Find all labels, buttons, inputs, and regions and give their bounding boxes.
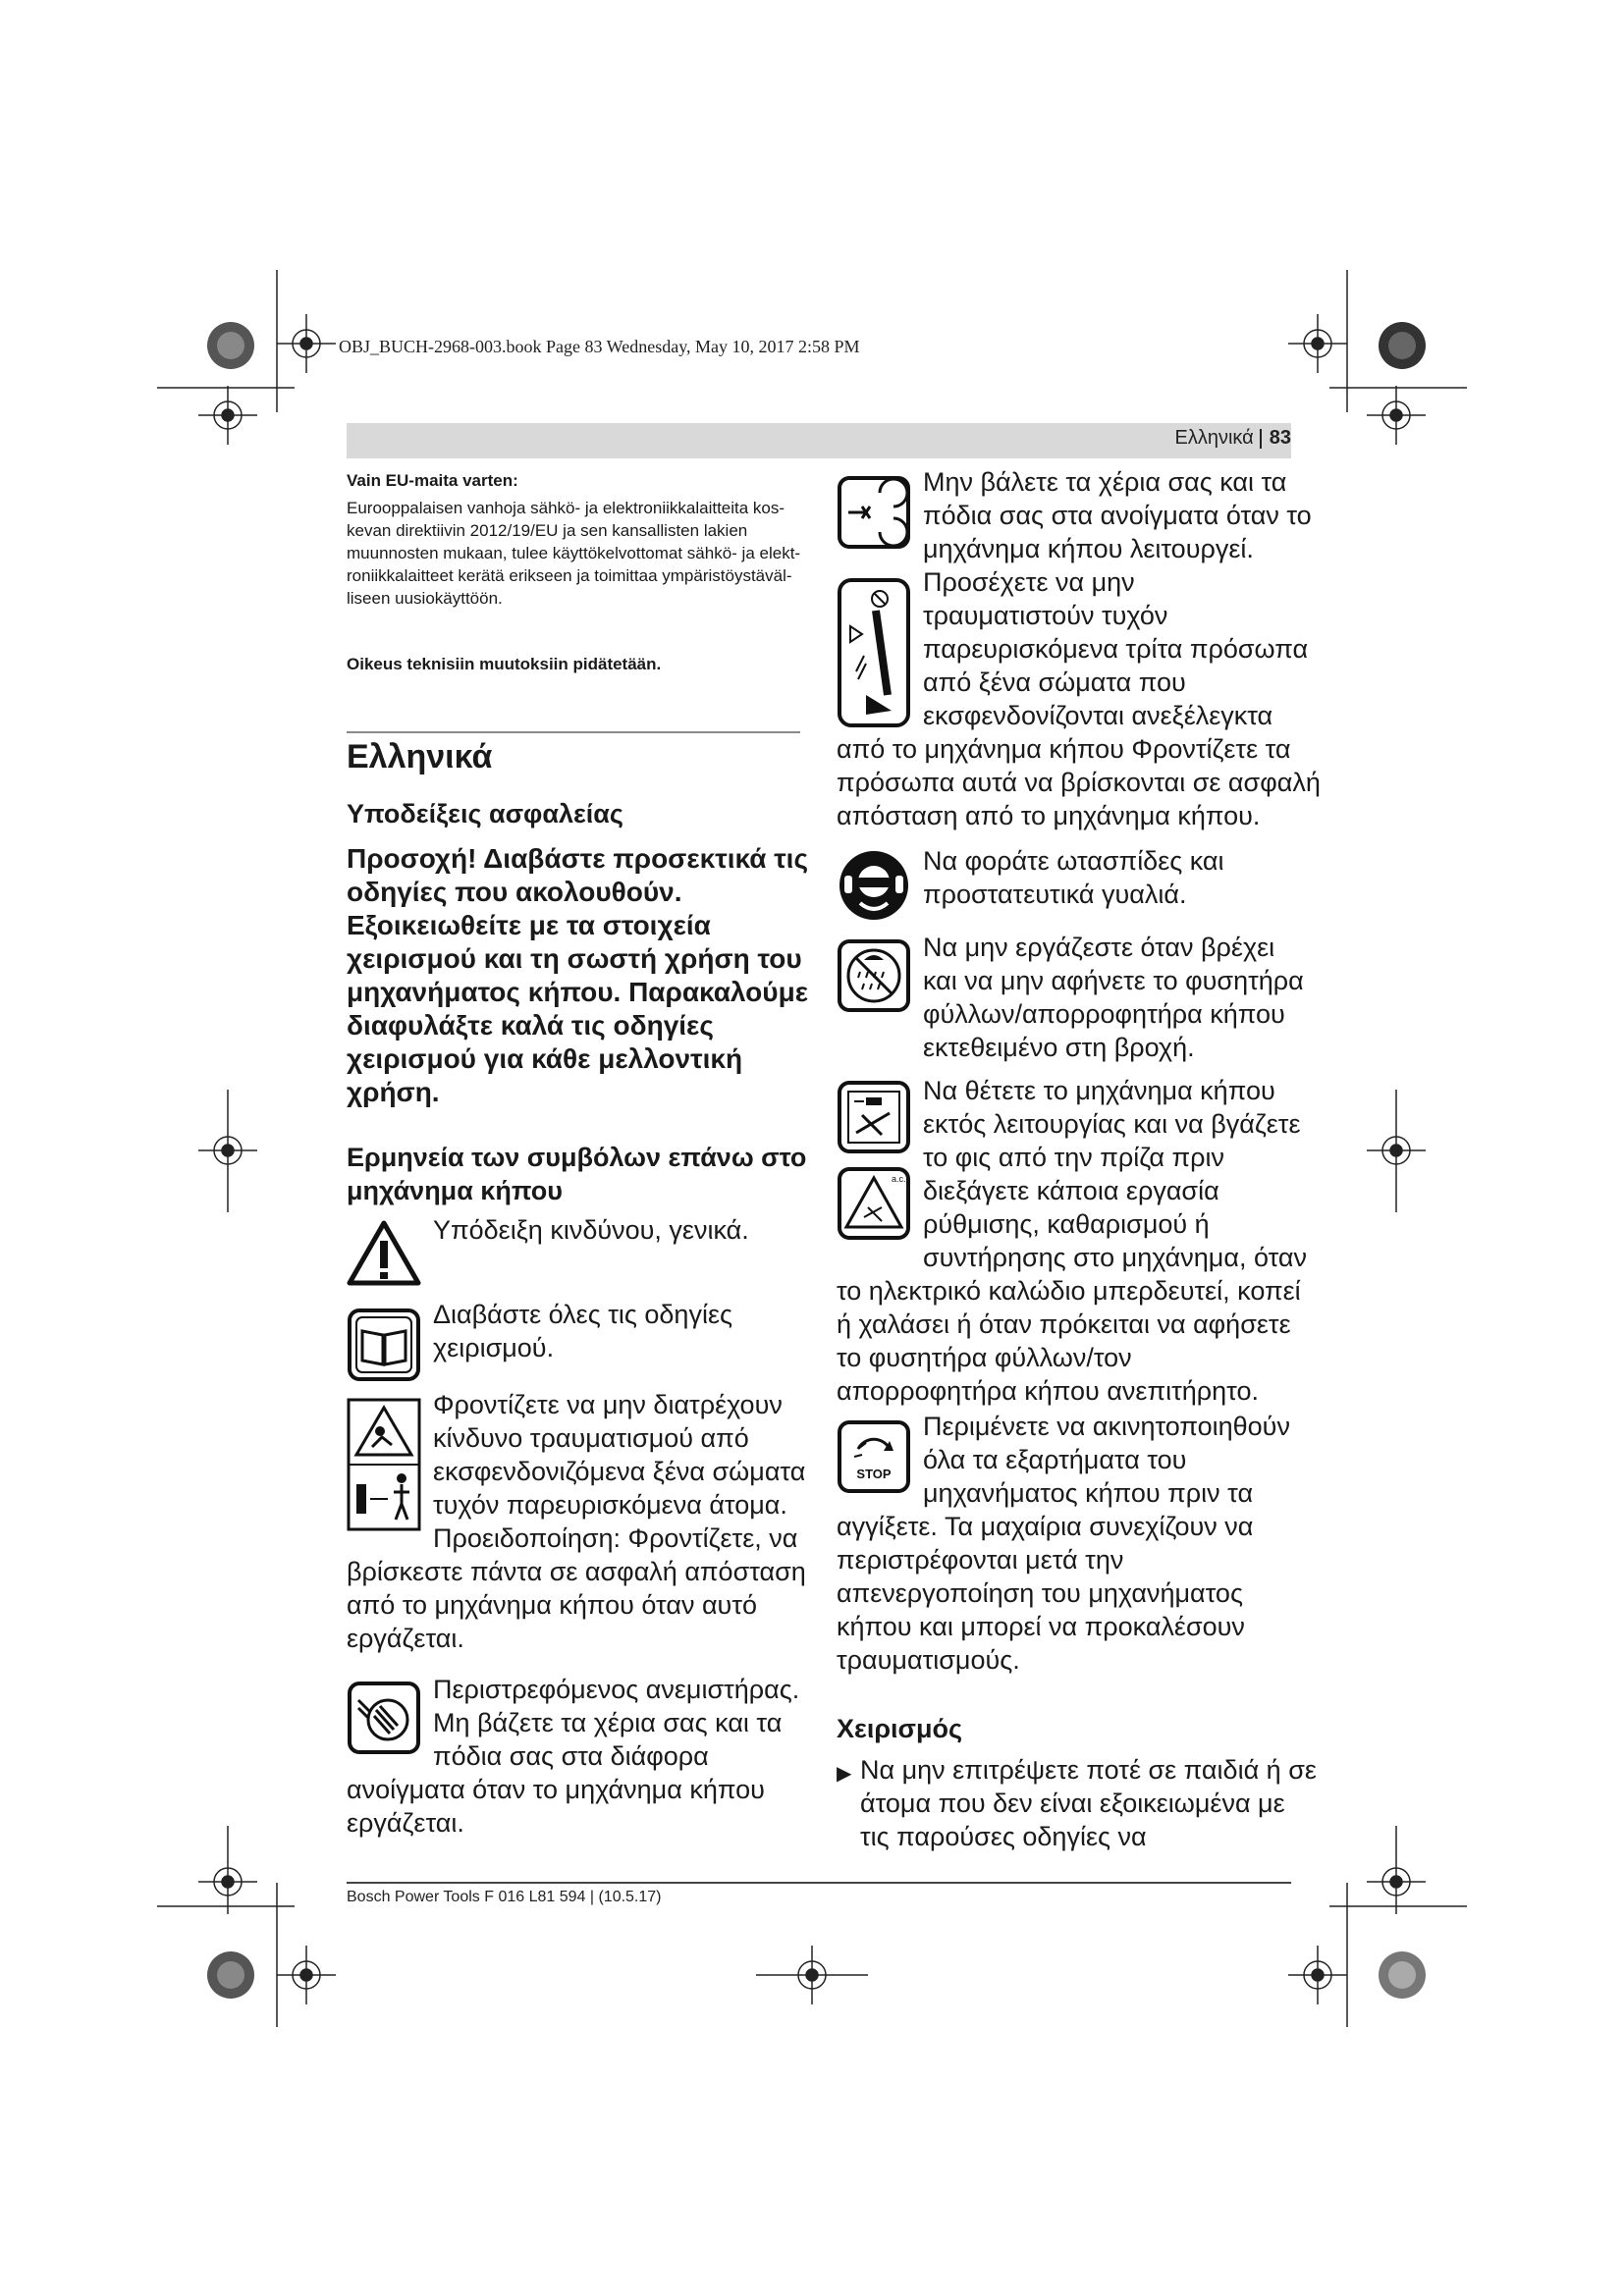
symbols-title: Ερμηνεία των συμβόλων επάνω στο μηχάνημα κήπου [347, 1143, 807, 1205]
section-rule [347, 731, 800, 733]
symbol-thrown-text-cont: από το μηχάνημα κήπου Φροντίζετε τα πρόσωπα αυτά να βρίσκονται σε ασφαλή απόσταση από το μηχάνημα κήπου. [837, 734, 1321, 830]
warning-triangle-icon [347, 1219, 421, 1286]
keep-hands-away-icon [837, 475, 911, 550]
safety-title: Υποδείξεις ασφαλείας [347, 799, 623, 828]
bystander-distance-icon [347, 1398, 421, 1531]
book-info-line: OBJ_BUCH-2968-003.book Page 83 Wednesday, May 10, 2017 2:58 PM [339, 337, 860, 356]
page-number: 83 [1269, 427, 1291, 449]
symbol-stop-text: Περιμένετε να ακινητοποιηθούν όλα τα εξαρτήματα του μηχανήματος κήπου πριν τα [923, 1412, 1290, 1508]
operation-title: Χειρισμός [837, 1714, 963, 1743]
header-section: Ελληνικά [1174, 427, 1254, 449]
ac-label: a.c. [892, 1174, 906, 1184]
stop-label: STOP [856, 1467, 892, 1481]
bullet-arrow-icon: ▶ [837, 1763, 852, 1785]
warning-line: χρήση. [347, 1077, 440, 1107]
eu-line: kevan direktiivin 2012/19/EU ja sen kansallisten lakien [347, 521, 748, 540]
warning-line: Προσοχή! Διαβάστε προσεκτικά τις [347, 843, 809, 874]
header-bar [347, 423, 1291, 458]
warning-line: μηχανήματος κήπου. Παρακαλούμε [347, 977, 808, 1007]
rotating-fan-icon [347, 1681, 421, 1755]
no-rain-icon [837, 938, 911, 1013]
warning-line: χειρισμού και τη σωστή χρήση του [347, 943, 802, 974]
symbol-thrown-text: Προσέχετε να μην τραυματιστούν τυχόν παρευρισκόμενα τρίτα πρόσωπα από ξένα σώματα που εκσφενδονίζονται ανεξέλεγκτα [923, 567, 1309, 730]
symbol-fan-text: Περιστρεφόμενος ανεμιστήρας. Μη βάζετε τα χέρια σας και τα πόδια σας στα διάφορα [433, 1675, 800, 1771]
thrown-objects-icon [837, 577, 911, 728]
ear-eye-protection-icon [837, 848, 911, 923]
symbol-stop-text-cont: αγγίξετε. Τα μαχαίρια συνεχίζουν να περιστρέφονται μετά την απενεργοποίηση του μηχανήματος κήπου και μπορεί να προκαλέσουν τραυματισμούς. [837, 1512, 1254, 1675]
ac-maintenance-icon [837, 1166, 911, 1241]
eu-line: Eurooppalaisen vanhoja sähkö- ja elektroniikkalaitteita kos- [347, 499, 785, 517]
unplug-before-maintenance-icon [837, 1080, 911, 1154]
read-manual-icon [347, 1308, 421, 1382]
header-divider [1260, 429, 1262, 449]
eu-line: muunnosten mukaan, tulee käyttökelvottomat sähkö- ja elekt- [347, 544, 801, 562]
eu-line: liseen uusiokäyttöön. [347, 589, 503, 608]
running-header [1175, 427, 1291, 450]
symbol-fan-text-cont: ανοίγματα όταν το μηχάνημα κήπου εργάζεται. [347, 1775, 765, 1838]
warning-line: οδηγίες που ακολουθούν. [347, 877, 682, 907]
eu-title: Vain EU-maita varten: [347, 471, 518, 490]
eu-text [347, 497, 800, 610]
rights-note: Oikeus teknisiin muutoksiin pidätetään. [347, 655, 662, 673]
safety-warning [347, 842, 808, 1109]
symbol-danger-text: Υπόδειξη κινδύνου, γενικά. [433, 1215, 749, 1245]
symbol-unplug-text-cont: το ηλεκτρικό καλώδιο μπερδευτεί, κοπεί ή χαλάσει ή όταν πρόκειται να αφήσετε το φυσητήρα φύλλων/τον απορροφητήρα κήπου ανεπιτήρητο. [837, 1276, 1301, 1406]
warning-line: χειρισμού για κάθε μελλοντική [347, 1043, 743, 1074]
symbol-read-text: Διαβάστε όλες τις οδηγίες χειρισμού. [433, 1300, 732, 1362]
symbol-rain-text: Να μην εργάζεστε όταν βρέχει και να μην αφήνετε το φυσητήρα φύλλων/απορροφητήρα κήπου εκτεθειμένο στη βροχή. [923, 933, 1304, 1062]
symbol-unplug-text: Να θέτετε το μηχάνημα κήπου εκτός λειτουργίας και να βγάζετε το φις από την πρίζα πριν διεξάγετε κάποια εργασία ρύθμισης, καθαρισμού ή συντήρησης στο μηχάνημα, όταν [923, 1076, 1307, 1272]
language-title: Ελληνικά [347, 738, 493, 775]
operation-bullet-text: Να μην επιτρέψετε ποτέ σε παιδιά ή σε άτομα που δεν είναι εξοικειωμένα με τις παρούσες οδηγίες να [860, 1755, 1317, 1851]
warning-line: Εξοικειωθείτε με τα στοιχεία [347, 910, 711, 940]
footer-text: Bosch Power Tools F 016 L81 594 | (10.5.17) [347, 1889, 662, 1905]
symbol-hands-text: Μην βάλετε τα χέρια σας και τα πόδια σας στα ανοίγματα όταν το μηχάνημα κήπου λειτουργεί. [923, 467, 1312, 563]
footer-rule [347, 1882, 1291, 1884]
wait-stop-icon [837, 1419, 911, 1494]
eu-line: roniikkalaitteet kerätä erikseen ja toimittaa ympäristöystäväl- [347, 566, 792, 585]
symbol-ppe-text: Να φοράτε ωτασπίδες και προστατευτικά γυαλιά. [923, 846, 1224, 909]
symbol-bystanders-text: Φροντίζετε να μην διατρέχουν κίνδυνο τραυματισμού από εκσφενδονιζόμενα ξένα σώματα τυχόν παρευρισκόμενα άτομα. Προειδοποίηση: Φροντίζετε, να [433, 1390, 806, 1553]
symbol-bystanders-text-cont: βρίσκεστε πάντα σε ασφαλή απόσταση από το μηχάνημα κήπου όταν αυτό εργάζεται. [347, 1557, 806, 1653]
warning-line: διαφυλάξτε καλά τις οδηγίες [347, 1010, 714, 1041]
